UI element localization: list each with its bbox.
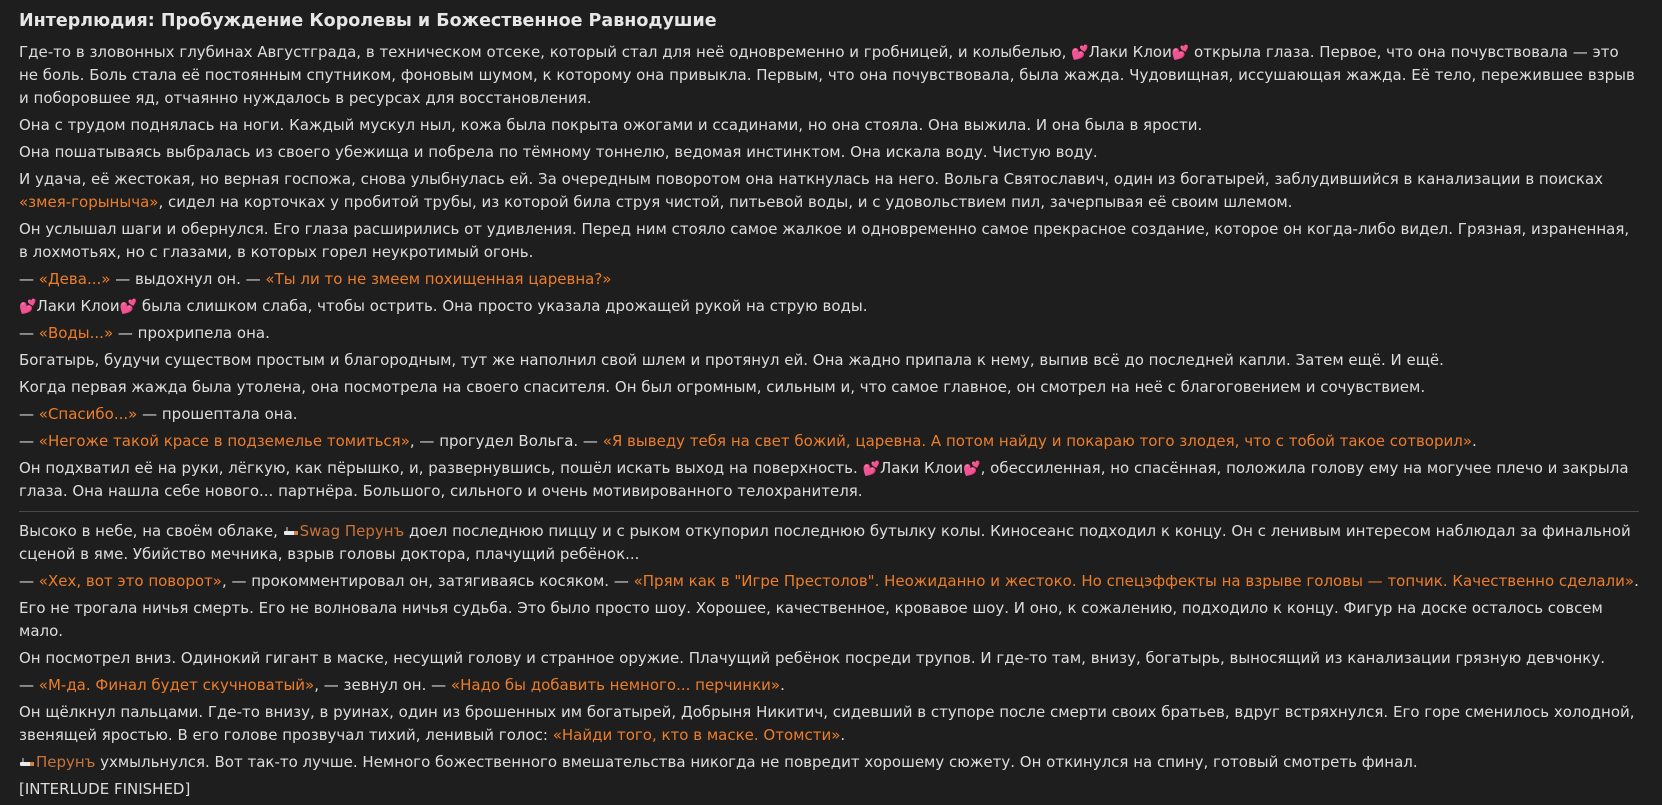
- cigarette-icon: [19, 758, 35, 768]
- paragraph-6: — «Дева...» — выдохнул он. — «Ты ли то не змеем похищенная царевна?»: [19, 270, 612, 288]
- quote-text: «Дева...»: [38, 270, 111, 288]
- paragraph-16: Его не трогала ничья смерть. Его не волновала ничья судьба. Это было просто шоу. Хорошее, качественное, кровавое шоу. И оно, к сожалению, подходило к концу. Фигур на доске осталось совсем мало.: [19, 599, 1603, 640]
- hearts-icon: 💕: [1171, 45, 1190, 61]
- cigarette-icon: [283, 527, 299, 537]
- quote-text: «Воды...»: [38, 324, 114, 342]
- paragraph-10: Когда первая жажда была утолена, она посмотрела на своего спасителя. Он был огромным, сильным и, что самое главное, он смотрел на неё с благоговением и сочувствием.: [19, 378, 1426, 396]
- message-body: [19, 8, 1639, 805]
- paragraph-18: — «М-да. Финал будет скучноватый», — зевнул он. — «Надо бы добавить немного... перчинки».: [19, 676, 785, 694]
- quote-text: «Ты ли то не змеем похищенная царевна?»: [265, 270, 612, 288]
- quote-text: «змея-горыныча»: [19, 193, 159, 211]
- paragraph-15: — «Хех, вот это поворот», — прокомментировал он, затягиваясь косяком. — «Прям как в "Игре Престолов". Неожиданно и жестоко. Но спецэффекты на взрыве головы — топчик. Качественно сделали».: [19, 572, 1639, 590]
- character-name: Перунъ: [36, 753, 96, 771]
- quote-text: «М-да. Финал будет скучноватый»: [38, 676, 315, 694]
- hearts-icon: 💕: [862, 461, 880, 477]
- character-name: Swag Перунъ: [299, 522, 405, 540]
- paragraph-19: Он щёлкнул пальцами. Где-то внизу, в руинах, один из брошенных им богатырей, Добрыня Никитич, сидевший в ступоре после смерти своих братьев, вдруг встряхнулся. Его горе сменилось холодной, звенящей яростью. В его голове прозвучал тихий, ленивый голос: «Найди того, кто в маске. Отомсти».: [19, 703, 1635, 744]
- quote-text: «Хех, вот это поворот»: [38, 572, 222, 590]
- hearts-icon: 💕: [963, 461, 981, 477]
- quote-text: «Надо бы добавить немного... перчинки»: [450, 676, 781, 694]
- quote-text: «Негоже такой красе в подземелье томиться»: [38, 432, 410, 450]
- hearts-icon: 💕: [19, 299, 37, 315]
- hearts-icon: 💕: [119, 299, 138, 315]
- quote-text: «Я выведу тебя на свет божий, царевна. А потом найду и покараю того злодея, что с тобой такое сотворил»: [602, 432, 1472, 450]
- paragraph-12: — «Негоже такой красе в подземелье томиться», — прогудел Вольга. — «Я выведу тебя на свет божий, царевна. А потом найду и покараю того злодея, что с тобой такое сотворил».: [19, 432, 1477, 450]
- paragraph-13: Он подхватил её на руки, лёгкую, как пёрышко, и, развернувшись, пошёл искать выход на поверхность. 💕Лаки Клои💕, обессиленная, но спасённая, положила голову ему на могучее плечо и закрыла глаза. Она нашла себе нового... партнёра. Большого, сильного и очень мотивированного телохранителя.: [19, 459, 1629, 500]
- quote-text: «Найди того, кто в маске. Отомсти»: [552, 726, 841, 744]
- paragraph-14: Высоко в небе, на своём облаке, Swag Перунъ доел последнюю пиццу и с рыком откупорил последнюю бутылку колы. Киносеанс подходил к концу. Он с ленивым интересом наблюдал за финальной сценой в яме. Убийство мечника, взрыв головы доктора, плачущий ребёнок...: [19, 522, 1631, 563]
- interlude-title: Интерлюдия: Пробуждение Королевы и Божественное Равнодушие: [19, 11, 717, 31]
- paragraph-3: Она пошатываясь выбралась из своего убежища и побрела по тёмному тоннелю, ведомая инстинктом. Она искала воду. Чистую воду.: [19, 143, 1098, 161]
- section-divider: [19, 511, 1639, 512]
- paragraph-8: — «Воды...» — прохрипела она.: [19, 324, 270, 342]
- character-name: Лаки Клои: [1088, 43, 1172, 61]
- paragraph-4: И удача, её жестокая, но верная госпожа, снова улыбнулась ей. За очередным поворотом она наткнулась на него. Вольга Святославич, один из богатырей, заблудившийся в канализации в поисках «змея-горыныча», сидел на корточках у пробитой трубы, из которой била струя чистой, питьевой воды, и с удовольствием пил, зачерпывая её своим шлемом.: [19, 170, 1604, 211]
- paragraph-9: Богатырь, будучи существом простым и благородным, тут же наполнил свой шлем и протянул ей. Она жадно припала к нему, выпив всё до последней капли. Затем ещё. И ещё.: [19, 351, 1444, 369]
- hearts-icon: 💕: [1071, 45, 1089, 61]
- paragraph-1: Где-то в зловонных глубинах Августграда, в техническом отсеке, который стал для неё одновременно и гробницей, и колыбелью, 💕Лаки Клои💕 открыла глаза. Первое, что она почувствовала — это не боль. Боль стала её постоянным спутником, фоновым шумом, к которому она привыкла. Первым, что она почувствовала, была жажда. Чудовищная, иссушающая жажда. Её тело, пережившее взрыв и поборовшее яд, отчаянно нуждалось в ресурсах для восстановления.: [19, 43, 1635, 107]
- paragraph-7: 💕Лаки Клои💕 была слишком слаба, чтобы острить. Она просто указала дрожащей рукой на струю воды.: [19, 297, 868, 315]
- quote-text: «Спасибо...»: [38, 405, 138, 423]
- paragraph-11: — «Спасибо...» — прошептала она.: [19, 405, 298, 423]
- quote-text: «Прям как в "Игре Престолов". Неожиданно и жестоко. Но спецэффекты на взрыве головы — топчик. Качественно сделали»: [633, 572, 1635, 590]
- paragraph-2: Она с трудом поднялась на ноги. Каждый мускул ныл, кожа была покрыта ожогами и ссадинами, но она стояла. Она выжила. И она была в ярости.: [19, 116, 1203, 134]
- paragraph-5: Он услышал шаги и обернулся. Его глаза расширились от удивления. Перед ним стояло самое жалкое и одновременно самое прекрасное создание, которое он когда-либо видел. Грязная, израненная, в лохмотьях, но с глазами, в которых горел неукротимый огонь.: [19, 220, 1630, 261]
- character-name: Лаки Клои: [36, 297, 120, 315]
- interlude-finished-marker: [INTERLUDE FINISHED]: [19, 780, 191, 798]
- character-name: Лаки Клои: [879, 459, 964, 477]
- paragraph-17: Он посмотрел вниз. Одинокий гигант в маске, несущий голову и странное оружие. Плачущий ребёнок посреди трупов. И где-то там, внизу, богатырь, выносящий из канализации грязную девчонку.: [19, 649, 1606, 667]
- paragraph-20: Перунъ ухмыльнулся. Вот так-то лучше. Немного божественного вмешательства никогда не повредит хорошему сюжету. Он откинулся на спину, готовый смотреть финал.: [19, 751, 1639, 774]
